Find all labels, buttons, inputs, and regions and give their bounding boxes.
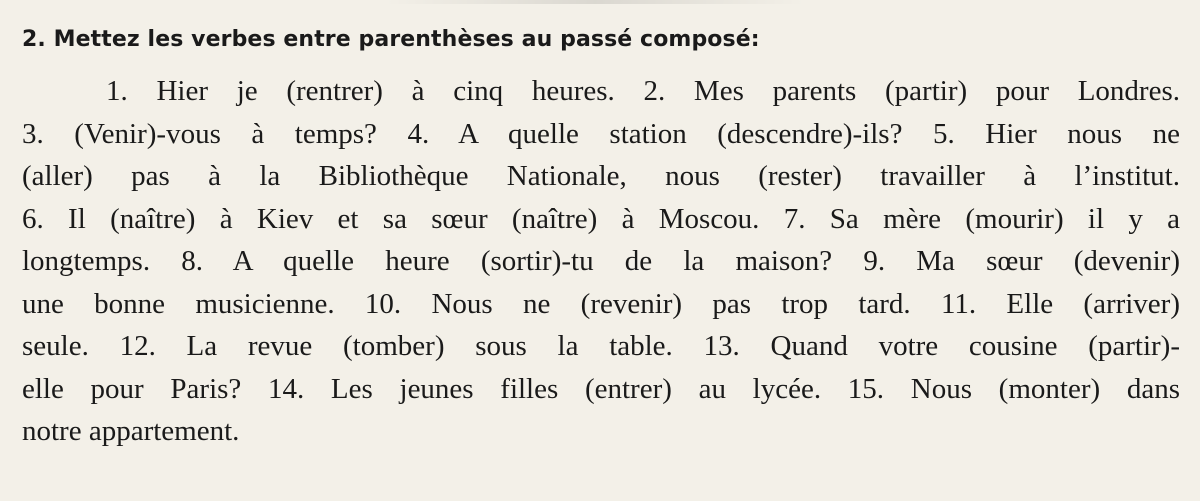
exercise-line-7: seule. 12. La revue (tomber) sous la table. 13. Quand votre cousine (partir)- — [22, 330, 1180, 362]
exercise-line-2: 3. (Venir)-vous à temps? 4. A quelle station (descendre)-ils? 5. Hier nous ne — [22, 117, 1180, 150]
exercise-line-9: notre appartement. — [22, 415, 240, 447]
exercise-line-1: 1. Hier je (rentrer) à cinq heures. 2. Mes parents (partir) pour Londres. — [106, 75, 1180, 107]
exercise-text — [22, 70, 1180, 453]
exercise-line-8: elle pour Paris? 14. Les jeunes filles (entrer) au lycée. 15. Nous (monter) dans — [22, 372, 1180, 405]
exercise-block — [22, 22, 1180, 453]
exercise-line-6: une bonne musicienne. 10. Nous ne (revenir) pas trop tard. 11. Elle (arriver) — [22, 287, 1180, 320]
exercise-line-4: 6. Il (naître) à Kiev et sa sœur (naître) à Moscou. 7. Sa mère (mourir) il y a — [22, 202, 1180, 235]
exercise-line-3: (aller) pas à la Bibliothèque Nationale, nous (rester) travailler à l’institut. — [22, 160, 1180, 192]
exercise-heading: 2. Mettez les verbes entre parenthèses au passé composé: — [22, 27, 760, 52]
exercise-line-5: longtemps. 8. A quelle heure (sortir)-tu de la maison? 9. Ma sœur (devenir) — [22, 245, 1180, 277]
scan-edge-shadow — [385, 0, 805, 4]
